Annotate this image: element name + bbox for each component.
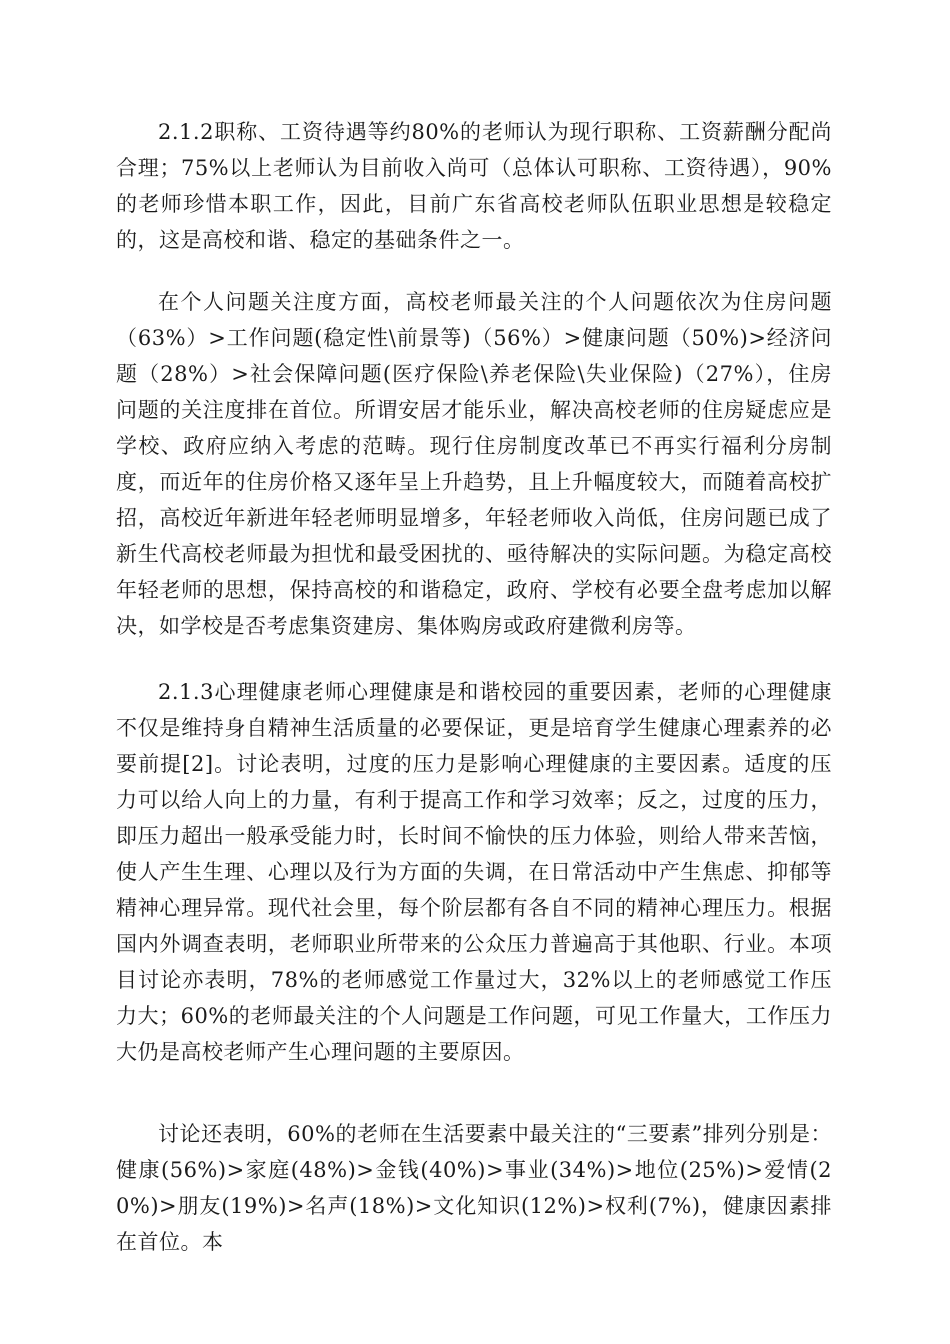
paragraph-housing-concerns: 在个人问题关注度方面，高校老师最关注的个人问题依次为住房问题（63%）>工作问题(稳定性\前景等)（56%）>健康问题（50%)>经济问题（28%）>社会保障问题(医疗保险\养老保险\失业保险)（27%），住房问题的关注度排在首位。所谓安居才能乐业，解决高校老师的住房疑虑应是学校、政府应纳入考虑的范畴。现行住房制度改革已不再实行福利分房制度，而近年的住房价格又逐年呈上升趋势，且上升幅度较大，而随着高校扩招，高校近年新进年轻老师明显增多，年轻老师收入尚低，住房问题已成了新生代高校老师最为担忧和最受困扰的、亟待解决的实际问题。为稳定高校年轻老师的思想，保持高校的和谐稳定，政府、学校有必要全盘考虑加以解决，如学校是否考虑集资建房、集体购房或政府建微利房等。 (116, 290, 832, 638)
paragraph-life-factors: 讨论还表明，60%的老师在生活要素中最关注的“三要素”排列分别是：健康(56%)>家庭(48%)>金钱(40%)>事业(34%)>地位(25%)>爱情(20%)>朋友(19%)>名声(18%)>文化知识(12%)>权利(7%)，健康因素排在首位。本 (116, 1122, 832, 1254)
paragraph-mental-health: 2.1.3心理健康老师心理健康是和谐校园的重要因素，老师的心理健康不仅是维持身自精神生活质量的必要保证，更是培育学生健康心理素养的必要前提[2]。讨论表明，过度的压力是影响心理健康的主要因素。适度的压力可以给人向上的力量，有利于提高工作和学习效率；反之，过度的压力，即压力超出一般承受能力时，长时间不愉快的压力体验，则给人带来苦恼，使人产生生理、心理以及行为方面的失调，在日常活动中产生焦虑、抑郁等精神心理异常。现代社会里，每个阶层都有各自不同的精神心理压力。根据国内外调查表明，老师职业所带来的公众压力普遍高于其他职、行业。本项目讨论亦表明，78%的老师感觉工作量过大，32%以上的老师感觉工作压力大；60%的老师最关注的个人问题是工作问题，可见工作量大，工作压力大仍是高校老师产生心理问题的主要原因。 (116, 680, 832, 1064)
paragraph-title-compensation: 2.1.2职称、工资待遇等约80%的老师认为现行职称、工资薪酬分配尚合理；75%以上老师认为目前收入尚可（总体认可职称、工资待遇），90%的老师珍惜本职工作，因此，目前广东省高校老师队伍职业思想是较稳定的，这是高校和谐、稳定的基础条件之一。 (116, 120, 832, 252)
